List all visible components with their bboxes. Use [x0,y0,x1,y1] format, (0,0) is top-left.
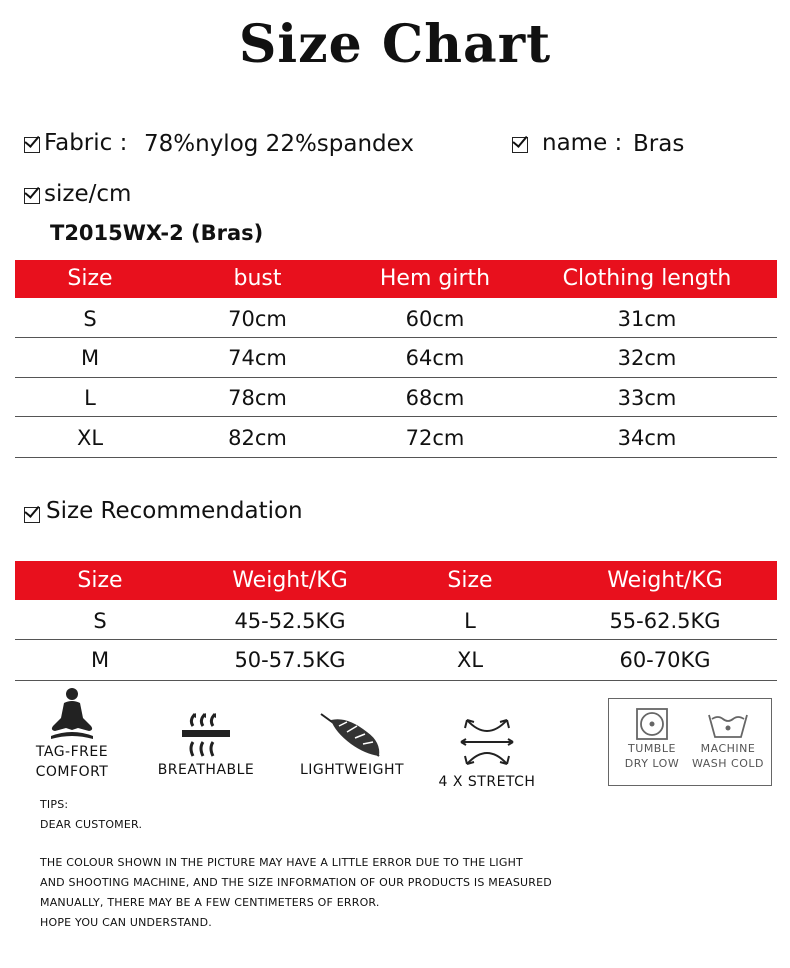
table-row [15,601,777,640]
recommendation-table-header [15,561,777,600]
page-title: Size Chart [238,14,552,75]
name-spec [512,130,752,164]
recommendation-heading [24,498,364,532]
weight-cell: 50-57.5KG [234,648,346,672]
col-header-size: Size [67,266,113,291]
bust-cell: 74cm [228,346,287,370]
meditation-icon [47,686,97,742]
col-header-clothing-length: Clothing length [562,266,732,291]
col-header-weight: Weight/KG [232,568,348,593]
name-value: Bras [633,131,685,157]
tag-free-feature [22,686,122,786]
tag-free-label-1: TAG-FREE [35,744,109,760]
tips-line: HOPE YOU CAN UNDERSTAND. [40,916,212,929]
weight-cell: 55-62.5KG [609,609,721,633]
table-row [15,640,777,681]
feather-icon [317,712,387,760]
tumble-dry-block [617,707,687,771]
size-unit-label: size/cm [44,181,132,207]
checkbox-icon [24,507,40,523]
size-cell: XL [76,426,104,450]
stretch-feature [432,714,542,788]
checkbox-icon [24,137,40,153]
care-instructions [608,698,772,786]
size-cell: M [90,648,110,672]
lightweight-label: LIGHTWEIGHT [299,762,405,778]
breathable-label: BREATHABLE [157,762,255,778]
hem-girth-cell: 64cm [405,346,465,370]
size-cell: L [84,386,96,410]
weight-cell: 45-52.5KG [234,609,346,633]
tag-free-label-2: COMFORT [35,764,109,780]
tips-line: THE COLOUR SHOWN IN THE PICTURE MAY HAVE A LITTLE ERROR DUE TO THE LIGHT [40,856,523,869]
wash-label-2: WASH COLD [692,757,764,770]
table-row [15,338,777,378]
size-unit-spec [24,181,224,215]
model-code: T2015WX-2 (Bras) [50,221,264,245]
lightweight-feature [292,712,412,786]
tumble-dry-icon [635,707,669,741]
clothing-length-cell: 32cm [617,346,677,370]
size-cell: S [93,609,107,633]
machine-wash-block [689,707,767,771]
fabric-value: 78%nylog 22%spandex [144,131,415,157]
clothing-length-cell: 31cm [617,307,677,331]
tips-line: MANUALLY, THERE MAY BE A FEW CENTIMETERS OF ERROR. [40,896,380,909]
fabric-label: Fabric : [44,130,128,156]
breathable-feature [153,712,259,786]
tips-line: AND SHOOTING MACHINE, AND THE SIZE INFORMATION OF OUR PRODUCTS IS MEASURED [40,876,552,889]
size-cell: XL [456,648,484,672]
stretch-label: 4 X STRETCH [438,774,536,790]
wash-label-1: MACHINE [700,742,756,755]
size-cell: L [464,609,476,633]
bust-cell: 78cm [228,386,287,410]
weight-cell: 60-70KG [619,648,711,672]
name-label: name : [542,130,623,156]
recommendation-heading-text: Size Recommendation [46,498,303,524]
size-table-header [15,260,777,298]
col-header-bust: bust [233,266,282,291]
tips-line: DEAR CUSTOMER. [40,818,143,831]
machine-wash-icon [706,707,750,741]
tips-section [40,795,640,933]
fabric-spec [24,130,464,164]
clothing-length-cell: 34cm [617,426,677,450]
checkbox-icon [512,137,528,153]
tips-line: TIPS: [40,798,69,811]
bust-cell: 70cm [228,307,287,331]
tumble-label-1: TUMBLE [628,742,676,755]
hem-girth-cell: 68cm [405,386,465,410]
table-row [15,417,777,458]
size-cell: M [80,346,100,370]
stretch-arrows-icon [457,714,517,770]
table-row [15,299,777,338]
col-header-size: Size [77,568,123,593]
tumble-label-2: DRY LOW [624,757,680,770]
size-cell: S [83,307,97,331]
col-header-size: Size [447,568,493,593]
table-row [15,378,777,417]
hem-girth-cell: 60cm [405,307,465,331]
breathable-icon [177,712,235,760]
hem-girth-cell: 72cm [405,426,465,450]
bust-cell: 82cm [228,426,287,450]
clothing-length-cell: 33cm [617,386,677,410]
col-header-weight: Weight/KG [607,568,723,593]
col-header-hem-girth: Hem girth [379,266,491,291]
checkbox-icon [24,188,40,204]
